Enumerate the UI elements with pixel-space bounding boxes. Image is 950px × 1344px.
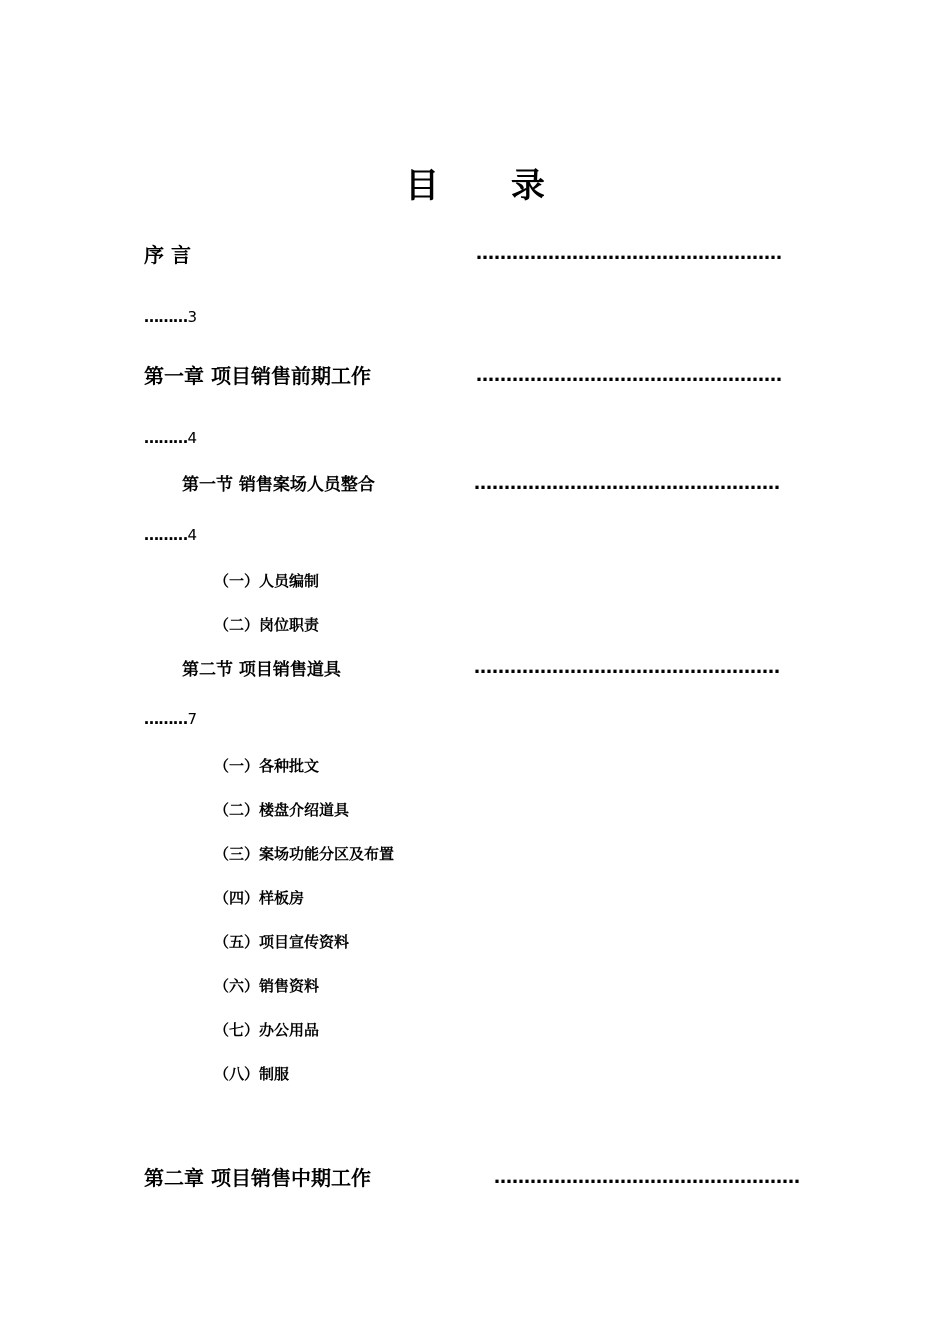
toc-entry-item: （一）人员编制: [214, 572, 320, 590]
toc-entry-item: （一）各种批文: [214, 757, 320, 775]
toc-entry-item: （六）销售资料: [214, 977, 320, 995]
toc-leader: ……………………………………………: [494, 1167, 800, 1188]
toc-entry-item: （八）制服: [214, 1065, 290, 1083]
toc-leader: ……………………………………………: [474, 657, 780, 678]
toc-entry-item: （四）样板房: [214, 889, 305, 907]
toc-leader: ……………………………………………: [474, 473, 780, 494]
toc-leader: ……………………………………………: [476, 243, 782, 264]
toc-page-number: 3: [187, 308, 198, 326]
toc-page-number: 7: [187, 710, 198, 728]
toc-page-number: 4: [187, 429, 198, 447]
toc-page-number-line: [144, 709, 197, 729]
toc-page-number-line: [144, 525, 197, 545]
toc-title: 目 录: [405, 166, 575, 206]
toc-page-dots: ………: [144, 526, 188, 544]
toc-entry-item: （二）岗位职责: [214, 616, 320, 634]
toc-page-dots: ………: [144, 710, 188, 728]
toc-page-number-line: [144, 428, 197, 448]
toc-entry-section-1-2: 第二节 项目销售道具: [182, 660, 341, 680]
toc-entry-section-1-1: 第一节 销售案场人员整合: [182, 475, 375, 495]
toc-entry-chapter-2: 第二章 项目销售中期工作: [144, 1166, 371, 1190]
toc-entry-item: （七）办公用品: [214, 1021, 320, 1039]
toc-page-dots: ………: [144, 308, 188, 326]
toc-entry-item: （三）案场功能分区及布置: [214, 845, 395, 863]
toc-page-number-line: [144, 307, 197, 327]
toc-leader: ……………………………………………: [476, 365, 782, 386]
toc-entry-preface: 序 言: [144, 243, 191, 267]
toc-entry-item: （二）楼盘介绍道具: [214, 801, 350, 819]
toc-entry-chapter-1: 第一章 项目销售前期工作: [144, 364, 371, 388]
toc-page-number: 4: [187, 526, 198, 544]
toc-page-dots: ………: [144, 429, 188, 447]
toc-entry-item: （五）项目宣传资料: [214, 933, 350, 951]
